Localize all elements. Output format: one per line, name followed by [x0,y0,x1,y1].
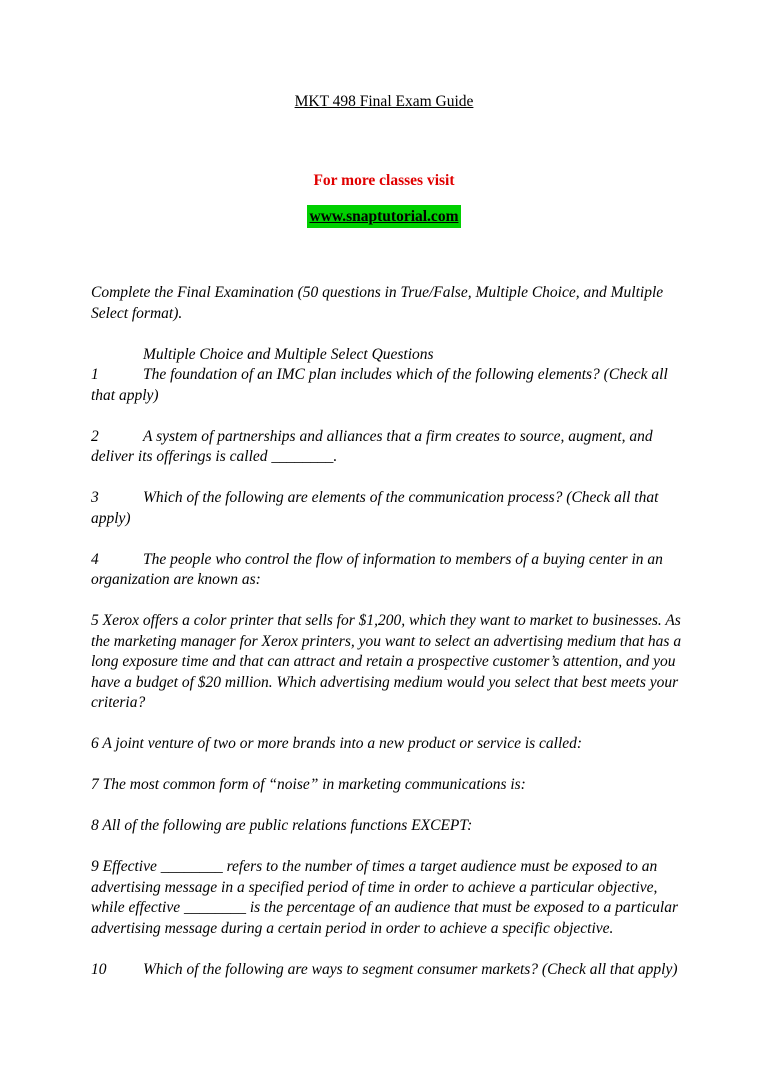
website-link[interactable]: www.snaptutorial.com [307,205,462,228]
question-4: 4 The people who control the flow of information to members of a buying center in an organization are known as: [91,550,663,588]
promo-text: For more classes visit [313,172,455,189]
promo-link-wrapper [0,205,768,228]
question-3: 3 Which of the following are elements of the communication process? (Check all that apply) [91,489,659,527]
question-2: 2 A system of partnerships and alliances that a firm creates to source, augment, and deliver its offerings is called ________. [91,427,653,465]
question-7: 7 The most common form of “noise” in marketing communications is: [91,776,526,793]
exam-body [91,283,691,1001]
question-6: 6 A joint venture of two or more brands into a new product or service is called: [91,735,583,752]
intro-paragraph: Complete the Final Examination (50 questions in True/False, Multiple Choice, and Multiple Select format). [91,284,664,322]
question-5: 5 Xerox offers a color printer that sells for $1,200, which they want to market to businesses. As the marketing manager for Xerox printers, you want to select an advertising medium that has a long exposure time and that can attract and retain a prospective customer’s attention, and you have a budget of $20 million. Which advertising medium would you select that best meets your criteria? [91,612,682,711]
question-9: 9 Effective ________ refers to the number of times a target audience must be exposed to an advertising message in a specified period of time in order to achieve a particular objective, while effective ________ is the percentage of an audience that must be exposed to a particular advertising message during a certain period in order to achieve a specific objective. [91,858,679,937]
question-8: 8 All of the following are public relations functions EXCEPT: [91,817,473,834]
question-1: 1 The foundation of an IMC plan includes which of the following elements? (Check all that apply) [91,366,668,404]
question-10: 10 Which of the following are ways to segment consumer markets? (Check all that apply) [91,960,678,978]
document-title: MKT 498 Final Exam Guide [294,93,474,110]
section-heading: Multiple Choice and Multiple Select Questions [143,345,434,363]
